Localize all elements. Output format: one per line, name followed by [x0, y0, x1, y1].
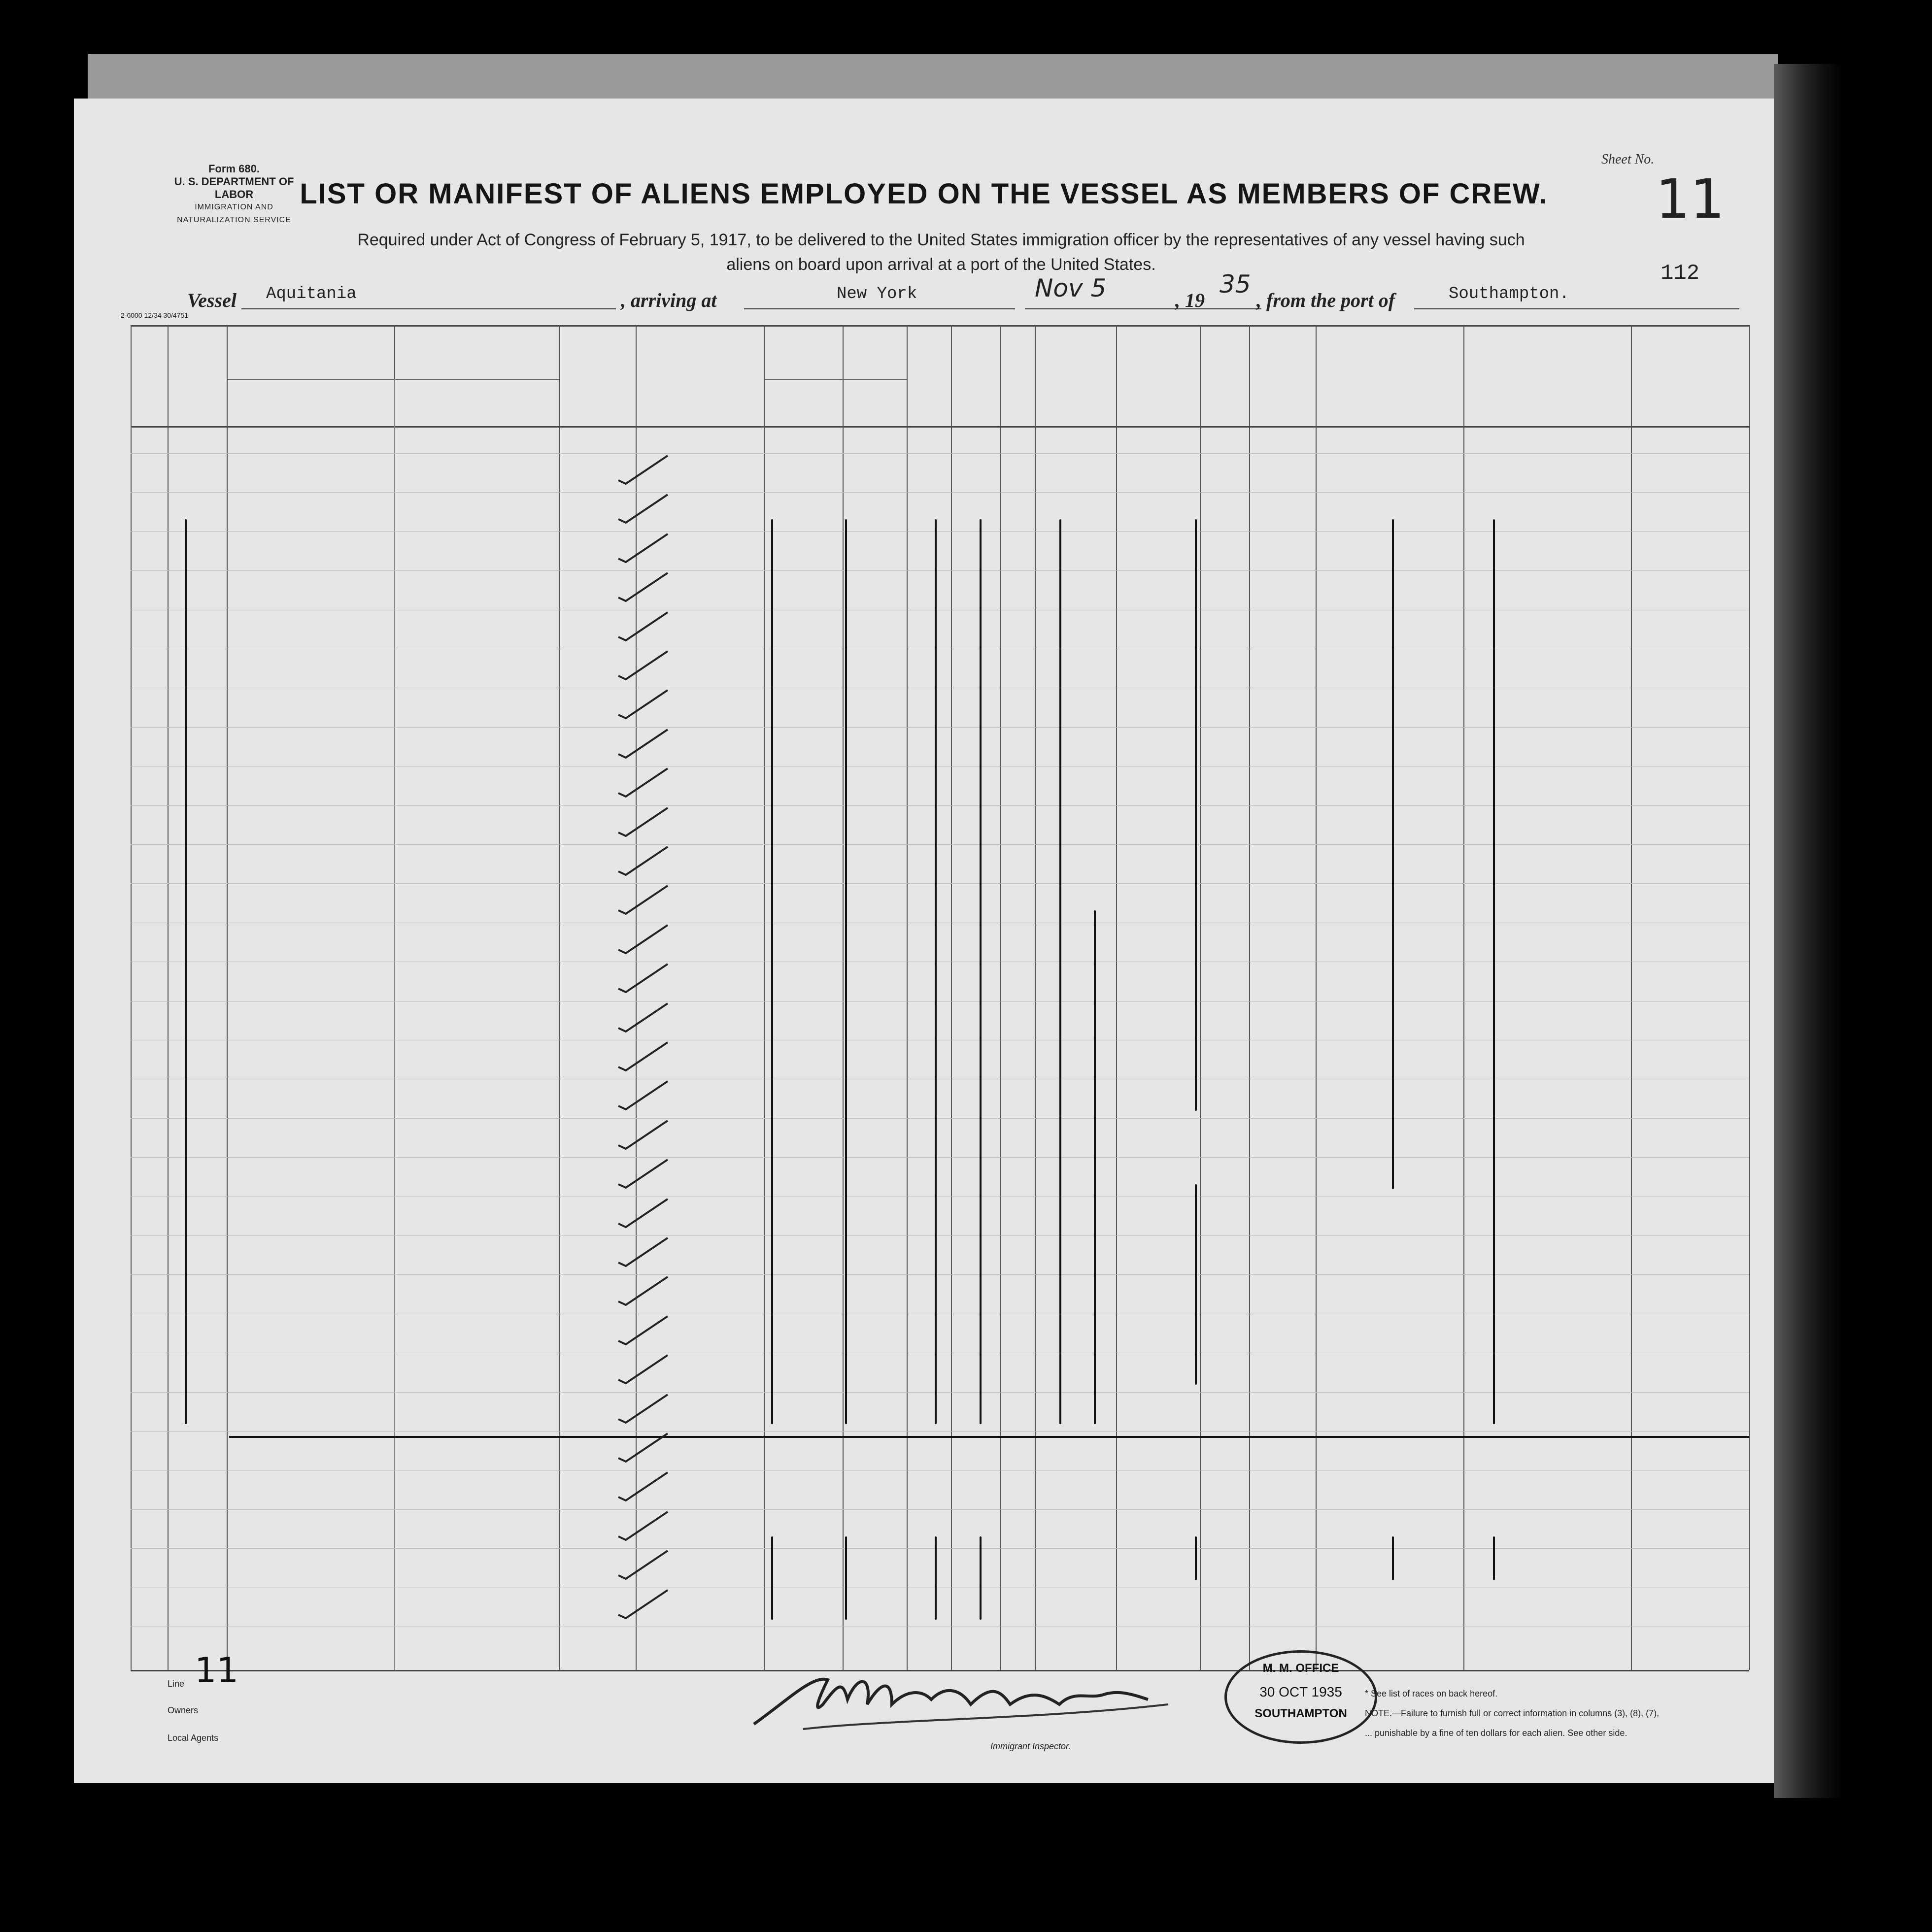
ditto-stroke [1493, 1536, 1495, 1580]
check-mark-icon [616, 649, 670, 683]
ditto-stroke [1392, 519, 1394, 1189]
ditto-stroke [1195, 519, 1197, 1111]
check-mark-icon [616, 1197, 670, 1231]
column-rule [168, 325, 169, 1670]
office-stamp [1224, 1650, 1377, 1744]
vessel-label: Vessel [187, 289, 237, 311]
sheet-number: 11 [1656, 167, 1725, 231]
check-mark-icon [616, 1040, 670, 1074]
ditto-stroke [935, 519, 937, 1424]
row-rule [131, 1157, 1749, 1158]
check-mark-icon [616, 570, 670, 605]
column-rule [951, 325, 952, 1670]
footnote-note: NOTE.—Failure to furnish full or correct information in columns (3), (8), (7), [1365, 1708, 1660, 1718]
arrival-year: 35 [1220, 270, 1251, 299]
page-title: LIST OR MANIFEST OF ALIENS EMPLOYED ON THE VESSEL AS MEMBERS OF CREW. [300, 178, 1548, 210]
subtitle-line-2: aliens on board upon arrival at a port of the United States. [726, 255, 1156, 274]
owners-label: Owners [168, 1705, 199, 1715]
row-rule [131, 1509, 1749, 1510]
ditto-stroke [771, 1536, 773, 1620]
binding-strip [1774, 64, 1843, 1798]
column-rule [1316, 325, 1317, 1670]
line-label: Line [168, 1679, 185, 1689]
vessel-name: Aquitania [266, 285, 357, 303]
column-rule [1249, 325, 1250, 1670]
check-mark-icon [616, 1118, 670, 1153]
column-rule [1116, 325, 1117, 1670]
ditto-stroke [1059, 519, 1061, 1424]
ditto-stroke [1094, 1184, 1096, 1424]
column-rule [227, 325, 228, 1670]
ditto-stroke [935, 1536, 937, 1620]
check-mark-icon [616, 1157, 670, 1192]
row-rule [131, 492, 1749, 493]
check-mark-icon [616, 1392, 670, 1427]
ditto-stroke [980, 519, 982, 1424]
strike-line [229, 1436, 1749, 1438]
from-label: , from the port of [1256, 289, 1395, 311]
ditto-stroke [771, 519, 773, 1424]
check-mark-icon [616, 688, 670, 722]
check-mark-icon [616, 1314, 670, 1348]
name-sub-rule [227, 379, 559, 380]
stamp-top-text: M. M. OFFICE [1262, 1662, 1339, 1675]
check-mark-icon [616, 1509, 670, 1544]
line-handwritten: 11 [195, 1650, 239, 1691]
check-mark-icon [616, 1548, 670, 1583]
check-mark-icon [616, 727, 670, 762]
column-rule [636, 325, 637, 1670]
column-rule [131, 325, 132, 1670]
column-rule [1749, 325, 1750, 1670]
check-mark-icon [616, 923, 670, 957]
column-rule [1000, 325, 1001, 1670]
row-rule [131, 1548, 1749, 1549]
arrival-date: Nov 5 [1035, 274, 1107, 302]
row-rule [131, 805, 1749, 806]
row-rule [131, 1392, 1749, 1393]
year-label: , 19 [1175, 289, 1205, 311]
column-rule [843, 325, 844, 1670]
check-mark-icon [616, 844, 670, 879]
manifest-page [74, 99, 1774, 1783]
check-mark-icon [616, 1274, 670, 1309]
check-mark-icon [616, 805, 670, 840]
form-number: Form 680. [208, 163, 260, 175]
arriving-port: New York [837, 285, 917, 303]
check-mark-icon [616, 1001, 670, 1035]
department-name: U. S. DEPARTMENT OF LABOR [174, 175, 294, 200]
column-rule [559, 325, 560, 1670]
column-rule [907, 325, 908, 1670]
inspector-label: Immigrant Inspector. [990, 1741, 1071, 1751]
row-rule [131, 883, 1749, 884]
check-mark-icon [616, 1235, 670, 1270]
stamp-bottom-text: SOUTHAMPTON [1254, 1707, 1347, 1720]
footnote-fine: ... punishable by a fine of ten dollars for each alien. See other side. [1365, 1728, 1627, 1738]
row-rule [131, 1431, 1749, 1432]
check-mark-icon [616, 492, 670, 527]
ditto-stroke [1392, 1536, 1394, 1580]
arriving-label: , arriving at [621, 289, 717, 311]
ditto-stroke [1195, 1184, 1197, 1385]
check-mark-icon [616, 1470, 670, 1504]
check-mark-icon [616, 1079, 670, 1113]
ditto-stroke [185, 1263, 187, 1424]
crew-table [74, 99, 1774, 1783]
table-top-rule [131, 325, 1749, 327]
print-code: 2-6000 12/34 30/4751 [121, 311, 189, 319]
shipped-sub-rule [764, 379, 907, 380]
ditto-stroke [845, 1536, 847, 1620]
inspector-signature [744, 1645, 1178, 1744]
check-mark-icon [616, 453, 670, 488]
sheet-label: Sheet No. [1601, 152, 1655, 167]
from-port: Southampton. [1449, 285, 1569, 303]
ditto-stroke [1493, 519, 1495, 1424]
column-rule [1631, 325, 1632, 1670]
check-mark-icon [616, 962, 670, 996]
column-rule [1463, 325, 1464, 1670]
row-rule [131, 453, 1749, 454]
row-rule [131, 1235, 1749, 1236]
stamped-number: 112 [1661, 261, 1700, 286]
check-mark-icon [616, 1588, 670, 1622]
check-mark-icon [616, 1353, 670, 1387]
column-rule [1035, 325, 1036, 1670]
stamp-date: 30 OCT 1935 [1259, 1684, 1342, 1699]
row-rule [131, 844, 1749, 845]
name-split-rule [394, 379, 395, 1670]
check-mark-icon [616, 883, 670, 918]
row-rule [131, 1274, 1749, 1275]
row-rule [131, 727, 1749, 728]
check-mark-icon [616, 610, 670, 644]
ditto-stroke [845, 519, 847, 1424]
check-mark-icon [616, 532, 670, 566]
check-mark-icon [616, 766, 670, 800]
ditto-stroke [980, 1536, 982, 1620]
row-rule [131, 570, 1749, 571]
table-head-rule [131, 426, 1749, 428]
row-rule [131, 1118, 1749, 1119]
ditto-stroke [1195, 1536, 1197, 1580]
footnote-races: * See list of races on back hereof. [1365, 1689, 1498, 1699]
column-rule [1200, 325, 1201, 1670]
column-rule [764, 325, 765, 1670]
subtitle-line-1: Required under Act of Congress of February 5, 1917, to be delivered to the United States immigration officer by the representatives of any vessel having such [357, 231, 1525, 249]
check-mark-icon [616, 1431, 670, 1466]
service-name: IMMIGRATION AND NATURALIZATION SERVICE [177, 203, 291, 224]
local-agents-label: Local Agents [168, 1733, 219, 1743]
